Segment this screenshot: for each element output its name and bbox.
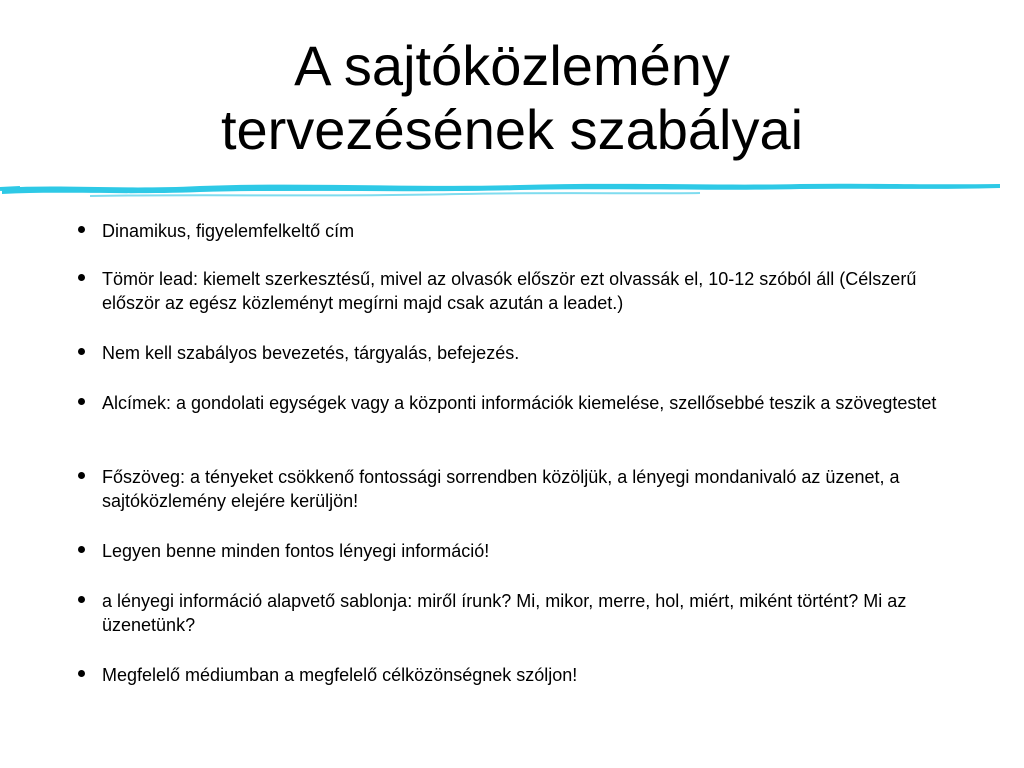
bullet-item <box>78 391 958 415</box>
title-line-1: A sajtóközlemény <box>294 34 730 97</box>
bullet-text: Főszöveg: a tényeket csökkenő fontossági sorrendben közöljük, a lényegi mondanivaló az üzenet, a sajtóközlemény elejére kerüljön! <box>102 467 900 511</box>
bullet-item <box>78 539 958 563</box>
bullet-dot <box>78 546 85 553</box>
bullet-item <box>78 267 958 315</box>
bullet-item <box>78 465 958 513</box>
bullet-item <box>78 589 958 637</box>
bullet-dot <box>78 226 85 233</box>
slide-title <box>0 34 1024 162</box>
bullet-dot <box>78 472 85 479</box>
bullet-text: a lényegi információ alapvető sablonja: miről írunk? Mi, mikor, merre, hol, miért, miként történt? Mi az üzenetünk? <box>102 591 907 635</box>
bullet-dot <box>78 398 85 405</box>
bullet-text: Megfelelő médiumban a megfelelő célközönségnek szóljon! <box>102 665 578 685</box>
bullet-text: Tömör lead: kiemelt szerkesztésű, mivel az olvasók először ezt olvassák el, 10-12 szóból áll (Célszerű először az egész közleményt megírni majd csak azután a leadet.) <box>102 269 917 313</box>
bullet-item <box>78 219 958 243</box>
bullet-dot <box>78 670 85 677</box>
bullet-text: Alcímek: a gondolati egységek vagy a központi információk kiemelése, szellősebbé teszik a szövegtestet <box>102 393 937 413</box>
brush-stroke-underline <box>0 176 1024 202</box>
bullet-dot <box>78 596 85 603</box>
bullet-text: Dinamikus, figyelemfelkeltő cím <box>102 221 355 241</box>
bullet-dot <box>78 348 85 355</box>
title-line-2: tervezésének szabályai <box>220 98 804 161</box>
bullet-dot <box>78 274 85 281</box>
bullet-item <box>78 341 958 365</box>
bullet-text: Nem kell szabályos bevezetés, tárgyalás, befejezés. <box>102 343 520 363</box>
bullet-item <box>78 663 958 687</box>
bullet-text: Legyen benne minden fontos lényegi információ! <box>102 541 490 561</box>
